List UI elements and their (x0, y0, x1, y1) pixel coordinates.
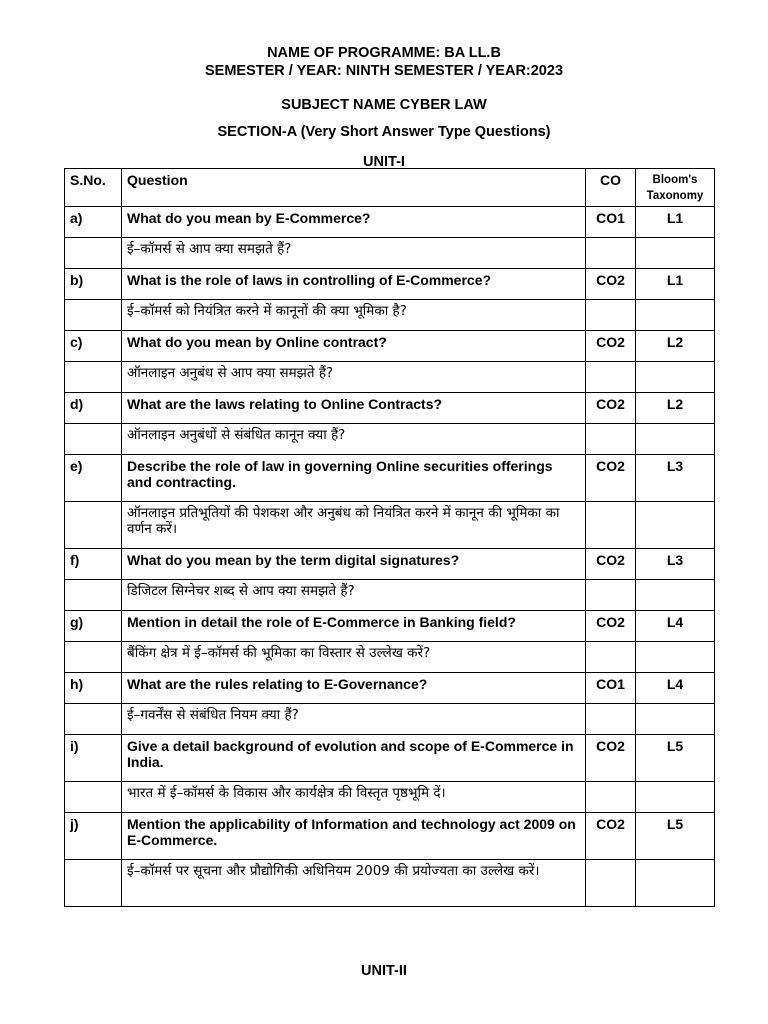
empty-cell (65, 642, 122, 673)
question-co: CO2 (586, 813, 636, 860)
question-bloom-level: L1 (636, 207, 715, 238)
questions-table (64, 168, 715, 907)
question-co: CO2 (586, 549, 636, 580)
question-translation-row (65, 642, 715, 673)
question-row (65, 611, 715, 642)
question-translation-row (65, 424, 715, 455)
question-row (65, 331, 715, 362)
question-co: CO2 (586, 611, 636, 642)
question-translation-row (65, 502, 715, 549)
empty-cell (636, 300, 715, 331)
question-translation-row (65, 704, 715, 735)
empty-cell (586, 362, 636, 393)
empty-cell (586, 642, 636, 673)
question-bloom-level: L3 (636, 549, 715, 580)
header-bloom: Bloom's Taxonomy (636, 169, 715, 207)
question-hindi: भारत में ई–कॉमर्स के विकास और कार्यक्षेत्र की विस्तृत पृष्ठभूमि दें। (122, 782, 586, 813)
question-bloom-level: L2 (636, 393, 715, 424)
question-sno: e) (65, 455, 122, 502)
empty-cell (636, 502, 715, 549)
question-sno: i) (65, 735, 122, 782)
subject-name: SUBJECT NAME CYBER LAW (281, 97, 487, 113)
unit-1-title: UNIT-I (363, 154, 405, 170)
empty-cell (65, 300, 122, 331)
question-bloom-level: L3 (636, 455, 715, 502)
empty-cell (65, 782, 122, 813)
empty-cell (65, 580, 122, 611)
question-english: Describe the role of law in governing Online securities offerings and contracting. (122, 455, 586, 502)
question-english: Mention the applicability of Information and technology act 2009 on E-Commerce. (122, 813, 586, 860)
question-co: CO2 (586, 455, 636, 502)
table-header-row (65, 169, 715, 207)
programme-name: NAME OF PROGRAMME: BA LL.B (267, 45, 501, 61)
empty-cell (65, 502, 122, 549)
question-translation-row (65, 782, 715, 813)
question-row (65, 735, 715, 782)
question-translation-row (65, 238, 715, 269)
question-hindi: ऑनलाइन प्रतिभूतियों की पेशकश और अनुबंध को नियंत्रित करने में कानून की भूमिका का वर्णन करें। (122, 502, 586, 549)
question-row (65, 813, 715, 860)
question-row (65, 269, 715, 300)
question-sno: j) (65, 813, 122, 860)
empty-cell (65, 362, 122, 393)
question-sno: c) (65, 331, 122, 362)
question-co: CO2 (586, 331, 636, 362)
question-english: What do you mean by the term digital signatures? (122, 549, 586, 580)
question-sno: h) (65, 673, 122, 704)
empty-cell (636, 860, 715, 907)
question-row (65, 393, 715, 424)
question-sno: g) (65, 611, 122, 642)
empty-cell (586, 238, 636, 269)
question-english: What do you mean by E-Commerce? (122, 207, 586, 238)
question-english: What do you mean by Online contract? (122, 331, 586, 362)
questions-body (65, 207, 715, 907)
question-co: CO1 (586, 673, 636, 704)
empty-cell (636, 238, 715, 269)
question-sno: b) (65, 269, 122, 300)
header-co: CO (586, 169, 636, 207)
question-sno: f) (65, 549, 122, 580)
empty-cell (65, 424, 122, 455)
question-translation-row (65, 860, 715, 907)
empty-cell (636, 704, 715, 735)
empty-cell (636, 424, 715, 455)
question-co: CO1 (586, 207, 636, 238)
empty-cell (586, 300, 636, 331)
question-bloom-level: L5 (636, 735, 715, 782)
question-english: What are the laws relating to Online Contracts? (122, 393, 586, 424)
empty-cell (636, 642, 715, 673)
empty-cell (65, 704, 122, 735)
empty-cell (636, 362, 715, 393)
empty-cell (586, 424, 636, 455)
header-question: Question (122, 169, 586, 207)
question-hindi: ऑनलाइन अनुबंधों से संबंधित कानून क्या हैं? (122, 424, 586, 455)
question-sno: a) (65, 207, 122, 238)
empty-cell (65, 238, 122, 269)
question-english: What is the role of laws in controlling of E-Commerce? (122, 269, 586, 300)
question-translation-row (65, 300, 715, 331)
empty-cell (586, 502, 636, 549)
empty-cell (586, 580, 636, 611)
question-hindi: ई–कॉमर्स से आप क्या समझते हैं? (122, 238, 586, 269)
question-hindi: डिजिटल सिग्नेचर शब्द से आप क्या समझते हैं? (122, 580, 586, 611)
question-english: Mention in detail the role of E-Commerce in Banking field? (122, 611, 586, 642)
question-bloom-level: L2 (636, 331, 715, 362)
question-hindi: ई–कॉमर्स पर सूचना और प्रौद्योगिकी अधिनियम 2009 की प्रयोज्यता का उल्लेख करें। (122, 860, 586, 907)
question-bloom-level: L4 (636, 611, 715, 642)
question-row (65, 455, 715, 502)
question-hindi: ऑनलाइन अनुबंध से आप क्या समझते हैं? (122, 362, 586, 393)
question-bloom-level: L5 (636, 813, 715, 860)
question-hindi: बैंकिंग क्षेत्र में ई–कॉमर्स की भूमिका का विस्तार से उल्लेख करें? (122, 642, 586, 673)
empty-cell (586, 704, 636, 735)
empty-cell (65, 860, 122, 907)
question-row (65, 207, 715, 238)
question-row (65, 549, 715, 580)
question-bloom-level: L1 (636, 269, 715, 300)
semester-year: SEMESTER / YEAR: NINTH SEMESTER / YEAR:2023 (204, 63, 564, 79)
question-sno: d) (65, 393, 122, 424)
question-translation-row (65, 580, 715, 611)
question-hindi: ई–गवर्नेंस से संबंधित नियम क्या हैं? (122, 704, 586, 735)
empty-cell (586, 782, 636, 813)
empty-cell (636, 580, 715, 611)
unit-2-title: UNIT-II (361, 963, 407, 979)
question-row (65, 673, 715, 704)
question-hindi: ई–कॉमर्स को नियंत्रित करने में कानूनों की क्या भूमिका है? (122, 300, 586, 331)
question-bloom-level: L4 (636, 673, 715, 704)
question-english: What are the rules relating to E-Governance? (122, 673, 586, 704)
header-sno: S.No. (65, 169, 122, 207)
question-co: CO2 (586, 393, 636, 424)
empty-cell (636, 782, 715, 813)
empty-cell (586, 860, 636, 907)
question-co: CO2 (586, 269, 636, 300)
section-title: SECTION-A (Very Short Answer Type Questions) (217, 124, 551, 140)
question-translation-row (65, 362, 715, 393)
question-co: CO2 (586, 735, 636, 782)
question-english: Give a detail background of evolution and scope of E-Commerce in India. (122, 735, 586, 782)
